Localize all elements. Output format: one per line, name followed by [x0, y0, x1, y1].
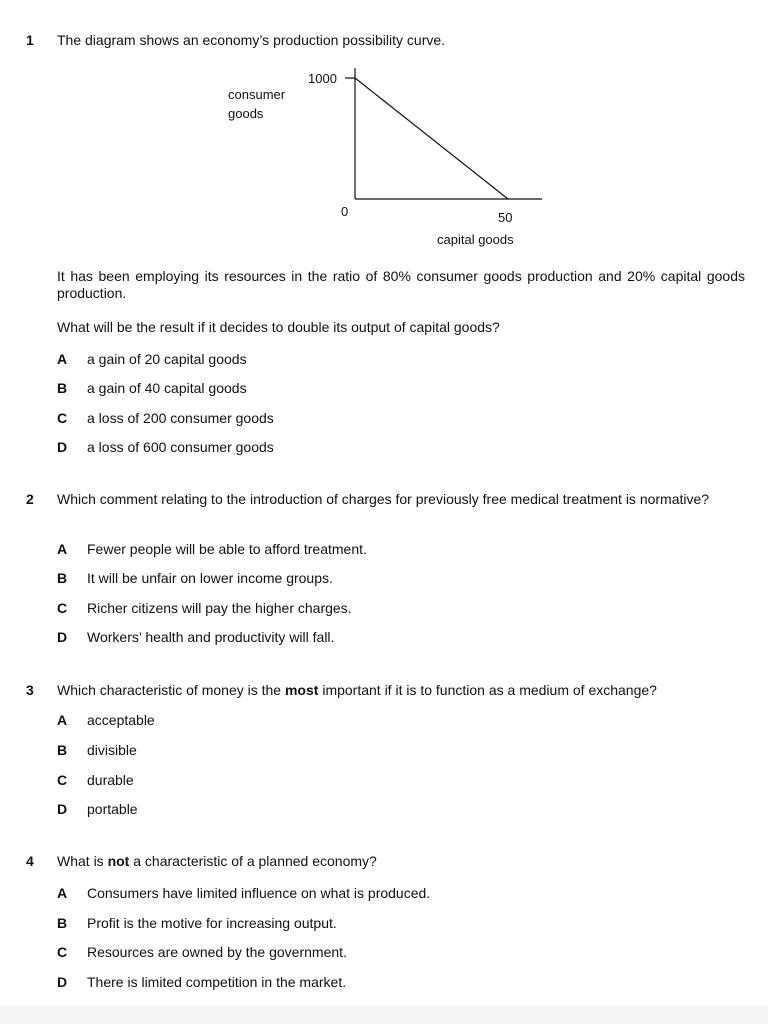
x-axis-tick-50: 50	[498, 210, 513, 225]
page-bottom-edge	[0, 1006, 768, 1024]
option-text: durable	[87, 772, 134, 788]
option-text: a gain of 40 capital goods	[87, 380, 247, 396]
option-letter: B	[57, 742, 68, 758]
question-3-text-before: Which characteristic of money is the	[57, 682, 285, 698]
option-text: Consumers have limited influence on what is produced.	[87, 885, 431, 901]
option-letter: B	[57, 380, 68, 396]
question-4-number: 4	[26, 853, 34, 869]
option-letter: C	[57, 600, 68, 616]
option-text: Richer citizens will pay the higher charges.	[87, 600, 352, 616]
option-letter: A	[57, 351, 68, 367]
option-text: Fewer people will be able to afford treatment.	[87, 541, 367, 557]
question-2-number: 2	[26, 491, 34, 507]
y-axis-label-line2: goods	[228, 106, 264, 121]
option-letter: A	[57, 885, 68, 901]
question-2-text: Which comment relating to the introduction of charges for previously free medical treatment is normative?	[57, 491, 710, 507]
option-text: a gain of 20 capital goods	[87, 351, 247, 367]
question-text: The diagram shows an economy’s production possibility curve.	[57, 32, 446, 48]
question-4-text-before: What is	[57, 853, 108, 869]
question-3-text	[57, 682, 745, 699]
option-letter: C	[57, 944, 68, 960]
question-3-text-after: important if it is to function as a medium of exchange?	[318, 682, 657, 698]
option-text: It will be unfair on lower income groups.	[87, 570, 333, 586]
question-4-text	[57, 853, 745, 870]
option-text: Resources are owned by the government.	[87, 944, 347, 960]
option-letter: C	[57, 410, 68, 426]
question-3-emphasis: most	[284, 682, 319, 698]
option-text: Profit is the motive for increasing output.	[87, 915, 337, 931]
y-axis-label-line1: consumer	[228, 87, 286, 102]
q1-paragraph-question: What will be the result if it decides to double its output of capital goods?	[57, 319, 500, 335]
origin-label: 0	[341, 204, 349, 219]
question-4-text-after: a characteristic of a planned economy?	[129, 853, 377, 869]
option-letter: D	[57, 439, 68, 455]
option-text: acceptable	[87, 712, 155, 728]
option-text: There is limited competition in the market.	[87, 974, 347, 990]
question-number: 1	[26, 32, 34, 48]
option-letter: A	[57, 541, 68, 557]
option-text: portable	[87, 801, 138, 817]
q1-paragraph-ratio: It has been employing its resources in the ratio of 80% consumer goods production and 20% capital goods production.	[57, 268, 745, 301]
option-text: a loss of 200 consumer goods	[87, 410, 274, 426]
option-text: divisible	[87, 742, 137, 758]
x-axis-label: capital goods	[437, 232, 514, 247]
option-letter: D	[57, 629, 68, 645]
option-letter: A	[57, 712, 68, 728]
option-letter: D	[57, 801, 68, 817]
option-letter: B	[57, 570, 68, 586]
option-text: Workers’ health and productivity will fall.	[87, 629, 335, 645]
option-text: a loss of 600 consumer goods	[87, 439, 274, 455]
question-3-number: 3	[26, 682, 34, 698]
ppc-line	[355, 78, 508, 199]
option-letter: C	[57, 772, 68, 788]
option-letter: D	[57, 974, 68, 990]
option-letter: B	[57, 915, 68, 931]
y-axis-tick-1000: 1000	[308, 71, 337, 86]
question-4-emphasis: not	[107, 853, 130, 869]
